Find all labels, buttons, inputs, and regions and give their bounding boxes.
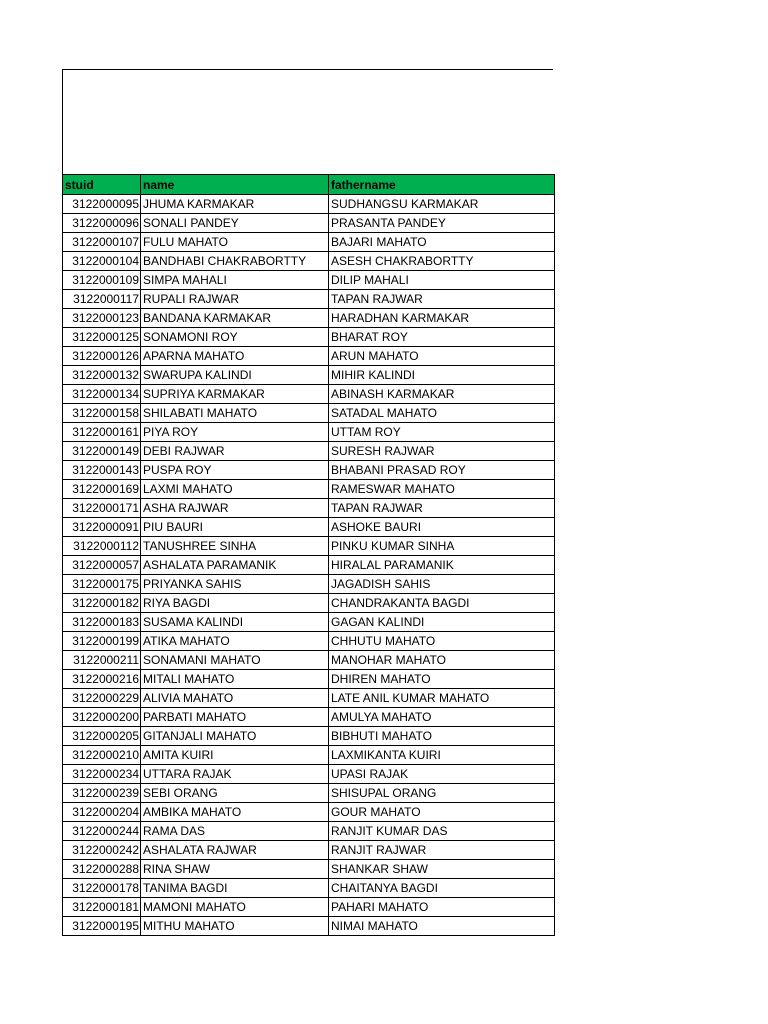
column-header-stuid[interactable]: stuid	[63, 175, 141, 195]
cell-name[interactable]: RUPALI RAJWAR	[141, 290, 329, 309]
cell-name[interactable]: RINA SHAW	[141, 860, 329, 879]
cell-stuid[interactable]: 3122000234	[63, 765, 141, 784]
table-row	[63, 556, 555, 575]
cell-fathername[interactable]: BAJARI MAHATO	[329, 233, 555, 252]
cell-fathername[interactable]: ABINASH KARMAKAR	[329, 385, 555, 404]
cell-name[interactable]: ALIVIA MAHATO	[141, 689, 329, 708]
header-row	[63, 175, 555, 195]
cell-name[interactable]: ASHA RAJWAR	[141, 499, 329, 518]
cell-stuid[interactable]: 3122000199	[63, 632, 141, 651]
cell-stuid[interactable]: 3122000244	[63, 822, 141, 841]
cell-name[interactable]: BANDANA KARMAKAR	[141, 309, 329, 328]
cell-fathername[interactable]: GAGAN KALINDI	[329, 613, 555, 632]
cell-name[interactable]: SONAMANI MAHATO	[141, 651, 329, 670]
cell-fathername[interactable]: TAPAN RAJWAR	[329, 290, 555, 309]
cell-stuid[interactable]: 3122000211	[63, 651, 141, 670]
cell-stuid[interactable]: 3122000181	[63, 898, 141, 917]
column-header-fathername[interactable]: fathername	[329, 175, 555, 195]
student-table	[62, 174, 555, 936]
cell-stuid[interactable]: 3122000161	[63, 423, 141, 442]
cell-fathername[interactable]: DHIREN MAHATO	[329, 670, 555, 689]
cell-fathername[interactable]: CHANDRAKANTA BAGDI	[329, 594, 555, 613]
cell-stuid[interactable]: 3122000112	[63, 537, 141, 556]
cell-fathername[interactable]: JAGADISH SAHIS	[329, 575, 555, 594]
cell-stuid[interactable]: 3122000123	[63, 309, 141, 328]
cell-fathername[interactable]: CHAITANYA BAGDI	[329, 879, 555, 898]
table-row	[63, 746, 555, 765]
table-row	[63, 822, 555, 841]
cell-stuid[interactable]: 3122000169	[63, 480, 141, 499]
cell-fathername[interactable]: PINKU KUMAR SINHA	[329, 537, 555, 556]
spreadsheet-sheet	[62, 69, 553, 936]
table-row	[63, 518, 555, 537]
cell-fathername[interactable]: MIHIR KALINDI	[329, 366, 555, 385]
cell-stuid[interactable]: 3122000205	[63, 727, 141, 746]
table-row	[63, 290, 555, 309]
cell-name[interactable]: PIU BAURI	[141, 518, 329, 537]
cell-fathername[interactable]: SHISUPAL ORANG	[329, 784, 555, 803]
table-row	[63, 594, 555, 613]
table-row	[63, 803, 555, 822]
cell-stuid[interactable]: 3122000239	[63, 784, 141, 803]
cell-name[interactable]: ASHALATA RAJWAR	[141, 841, 329, 860]
cell-name[interactable]: PARBATI MAHATO	[141, 708, 329, 727]
cell-name[interactable]: SHILABATI MAHATO	[141, 404, 329, 423]
cell-fathername[interactable]: LAXMIKANTA KUIRI	[329, 746, 555, 765]
table-row	[63, 366, 555, 385]
cell-fathername[interactable]: RAMESWAR MAHATO	[329, 480, 555, 499]
table-row	[63, 461, 555, 480]
cell-fathername[interactable]: MANOHAR MAHATO	[329, 651, 555, 670]
cell-fathername[interactable]: ASHOKE BAURI	[329, 518, 555, 537]
table-row	[63, 499, 555, 518]
cell-stuid[interactable]: 3122000242	[63, 841, 141, 860]
table-row	[63, 879, 555, 898]
cell-stuid[interactable]: 3122000096	[63, 214, 141, 233]
cell-fathername[interactable]: CHHUTU MAHATO	[329, 632, 555, 651]
table-row	[63, 442, 555, 461]
cell-stuid[interactable]: 3122000132	[63, 366, 141, 385]
cell-fathername[interactable]: ASESH CHAKRABORTTY	[329, 252, 555, 271]
table-row	[63, 898, 555, 917]
cell-fathername[interactable]: UPASI RAJAK	[329, 765, 555, 784]
cell-fathername[interactable]: SHANKAR SHAW	[329, 860, 555, 879]
cell-name[interactable]: FULU MAHATO	[141, 233, 329, 252]
cell-name[interactable]: SUSAMA KALINDI	[141, 613, 329, 632]
cell-fathername[interactable]: DILIP MAHALI	[329, 271, 555, 290]
cell-stuid[interactable]: 3122000216	[63, 670, 141, 689]
cell-name[interactable]: MAMONI MAHATO	[141, 898, 329, 917]
cell-name[interactable]: SONALI PANDEY	[141, 214, 329, 233]
table-row	[63, 537, 555, 556]
cell-name[interactable]: PIYA ROY	[141, 423, 329, 442]
table-row	[63, 651, 555, 670]
cell-stuid[interactable]: 3122000171	[63, 499, 141, 518]
cell-name[interactable]: MITALI MAHATO	[141, 670, 329, 689]
cell-name[interactable]: GITANJALI MAHATO	[141, 727, 329, 746]
table-row	[63, 613, 555, 632]
table-row	[63, 480, 555, 499]
table-row	[63, 385, 555, 404]
cell-stuid[interactable]: 3122000210	[63, 746, 141, 765]
table-row	[63, 328, 555, 347]
table-row	[63, 689, 555, 708]
cell-name[interactable]: RIYA BAGDI	[141, 594, 329, 613]
cell-fathername[interactable]: TAPAN RAJWAR	[329, 499, 555, 518]
cell-name[interactable]: UTTARA RAJAK	[141, 765, 329, 784]
cell-stuid[interactable]: 3122000149	[63, 442, 141, 461]
cell-fathername[interactable]: PRASANTA PANDEY	[329, 214, 555, 233]
table-row	[63, 860, 555, 879]
cell-stuid[interactable]: 3122000158	[63, 404, 141, 423]
cell-stuid[interactable]: 3122000109	[63, 271, 141, 290]
table-row	[63, 841, 555, 860]
cell-fathername[interactable]: GOUR MAHATO	[329, 803, 555, 822]
cell-name[interactable]: LAXMI MAHATO	[141, 480, 329, 499]
cell-stuid[interactable]: 3122000178	[63, 879, 141, 898]
cell-stuid[interactable]: 3122000175	[63, 575, 141, 594]
cell-stuid[interactable]: 3122000125	[63, 328, 141, 347]
cell-name[interactable]: DEBI RAJWAR	[141, 442, 329, 461]
table-row	[63, 670, 555, 689]
cell-fathername[interactable]: UTTAM ROY	[329, 423, 555, 442]
cell-name[interactable]: PUSPA ROY	[141, 461, 329, 480]
cell-name[interactable]: TANIMA BAGDI	[141, 879, 329, 898]
cell-fathername[interactable]: ARUN MAHATO	[329, 347, 555, 366]
table-row	[63, 309, 555, 328]
cell-name[interactable]: ASHALATA PARAMANIK	[141, 556, 329, 575]
column-header-name[interactable]: name	[141, 175, 329, 195]
cell-stuid[interactable]: 3122000143	[63, 461, 141, 480]
table-row	[63, 727, 555, 746]
cell-name[interactable]: SWARUPA KALINDI	[141, 366, 329, 385]
cell-stuid[interactable]: 3122000204	[63, 803, 141, 822]
cell-fathername[interactable]: BHARAT ROY	[329, 328, 555, 347]
cell-name[interactable]: TANUSHREE SINHA	[141, 537, 329, 556]
cell-fathername[interactable]: PAHARI MAHATO	[329, 898, 555, 917]
table-body	[63, 195, 555, 936]
cell-fathername[interactable]: SUDHANGSU KARMAKAR	[329, 195, 555, 214]
cell-stuid[interactable]: 3122000107	[63, 233, 141, 252]
cell-stuid[interactable]: 3122000095	[63, 195, 141, 214]
table-row	[63, 252, 555, 271]
cell-name[interactable]: BANDHABI CHAKRABORTTY	[141, 252, 329, 271]
cell-name[interactable]: AMITA KUIRI	[141, 746, 329, 765]
cell-fathername[interactable]: RANJIT RAJWAR	[329, 841, 555, 860]
cell-name[interactable]: ATIKA MAHATO	[141, 632, 329, 651]
cell-stuid[interactable]: 3122000104	[63, 252, 141, 271]
table-row	[63, 575, 555, 594]
cell-stuid[interactable]: 3122000195	[63, 917, 141, 936]
cell-stuid[interactable]: 3122000057	[63, 556, 141, 575]
cell-fathername[interactable]: BIBHUTI MAHATO	[329, 727, 555, 746]
cell-stuid[interactable]: 3122000183	[63, 613, 141, 632]
table-row	[63, 195, 555, 214]
cell-name[interactable]: SIMPA MAHALI	[141, 271, 329, 290]
cell-stuid[interactable]: 3122000117	[63, 290, 141, 309]
cell-stuid[interactable]: 3122000134	[63, 385, 141, 404]
cell-name[interactable]: AMBIKA MAHATO	[141, 803, 329, 822]
cell-name[interactable]: SUPRIYA KARMAKAR	[141, 385, 329, 404]
table-row	[63, 347, 555, 366]
table-row	[63, 708, 555, 727]
cell-name[interactable]: APARNA MAHATO	[141, 347, 329, 366]
cell-fathername[interactable]: SURESH RAJWAR	[329, 442, 555, 461]
table-row	[63, 917, 555, 936]
table-row	[63, 632, 555, 651]
cell-stuid[interactable]: 3122000200	[63, 708, 141, 727]
cell-stuid[interactable]: 3122000091	[63, 518, 141, 537]
cell-stuid[interactable]: 3122000126	[63, 347, 141, 366]
cell-fathername[interactable]: AMULYA MAHATO	[329, 708, 555, 727]
cell-name[interactable]: PRIYANKA SAHIS	[141, 575, 329, 594]
cell-stuid[interactable]: 3122000229	[63, 689, 141, 708]
cell-name[interactable]: MITHU MAHATO	[141, 917, 329, 936]
cell-stuid[interactable]: 3122000182	[63, 594, 141, 613]
cell-stuid[interactable]: 3122000288	[63, 860, 141, 879]
cell-name[interactable]: RAMA DAS	[141, 822, 329, 841]
table-row	[63, 765, 555, 784]
cell-name[interactable]: JHUMA KARMAKAR	[141, 195, 329, 214]
table-row	[63, 271, 555, 290]
cell-fathername[interactable]: RANJIT KUMAR DAS	[329, 822, 555, 841]
cell-fathername[interactable]: SATADAL MAHATO	[329, 404, 555, 423]
table-row	[63, 404, 555, 423]
blank-header-area	[62, 69, 553, 174]
cell-fathername[interactable]: NIMAI MAHATO	[329, 917, 555, 936]
table-row	[63, 784, 555, 803]
cell-name[interactable]: SEBI ORANG	[141, 784, 329, 803]
cell-fathername[interactable]: HARADHAN KARMAKAR	[329, 309, 555, 328]
cell-fathername[interactable]: HIRALAL PARAMANIK	[329, 556, 555, 575]
table-row	[63, 214, 555, 233]
table-row	[63, 233, 555, 252]
cell-fathername[interactable]: BHABANI PRASAD ROY	[329, 461, 555, 480]
table-row	[63, 423, 555, 442]
cell-fathername[interactable]: LATE ANIL KUMAR MAHATO	[329, 689, 555, 708]
cell-name[interactable]: SONAMONI ROY	[141, 328, 329, 347]
